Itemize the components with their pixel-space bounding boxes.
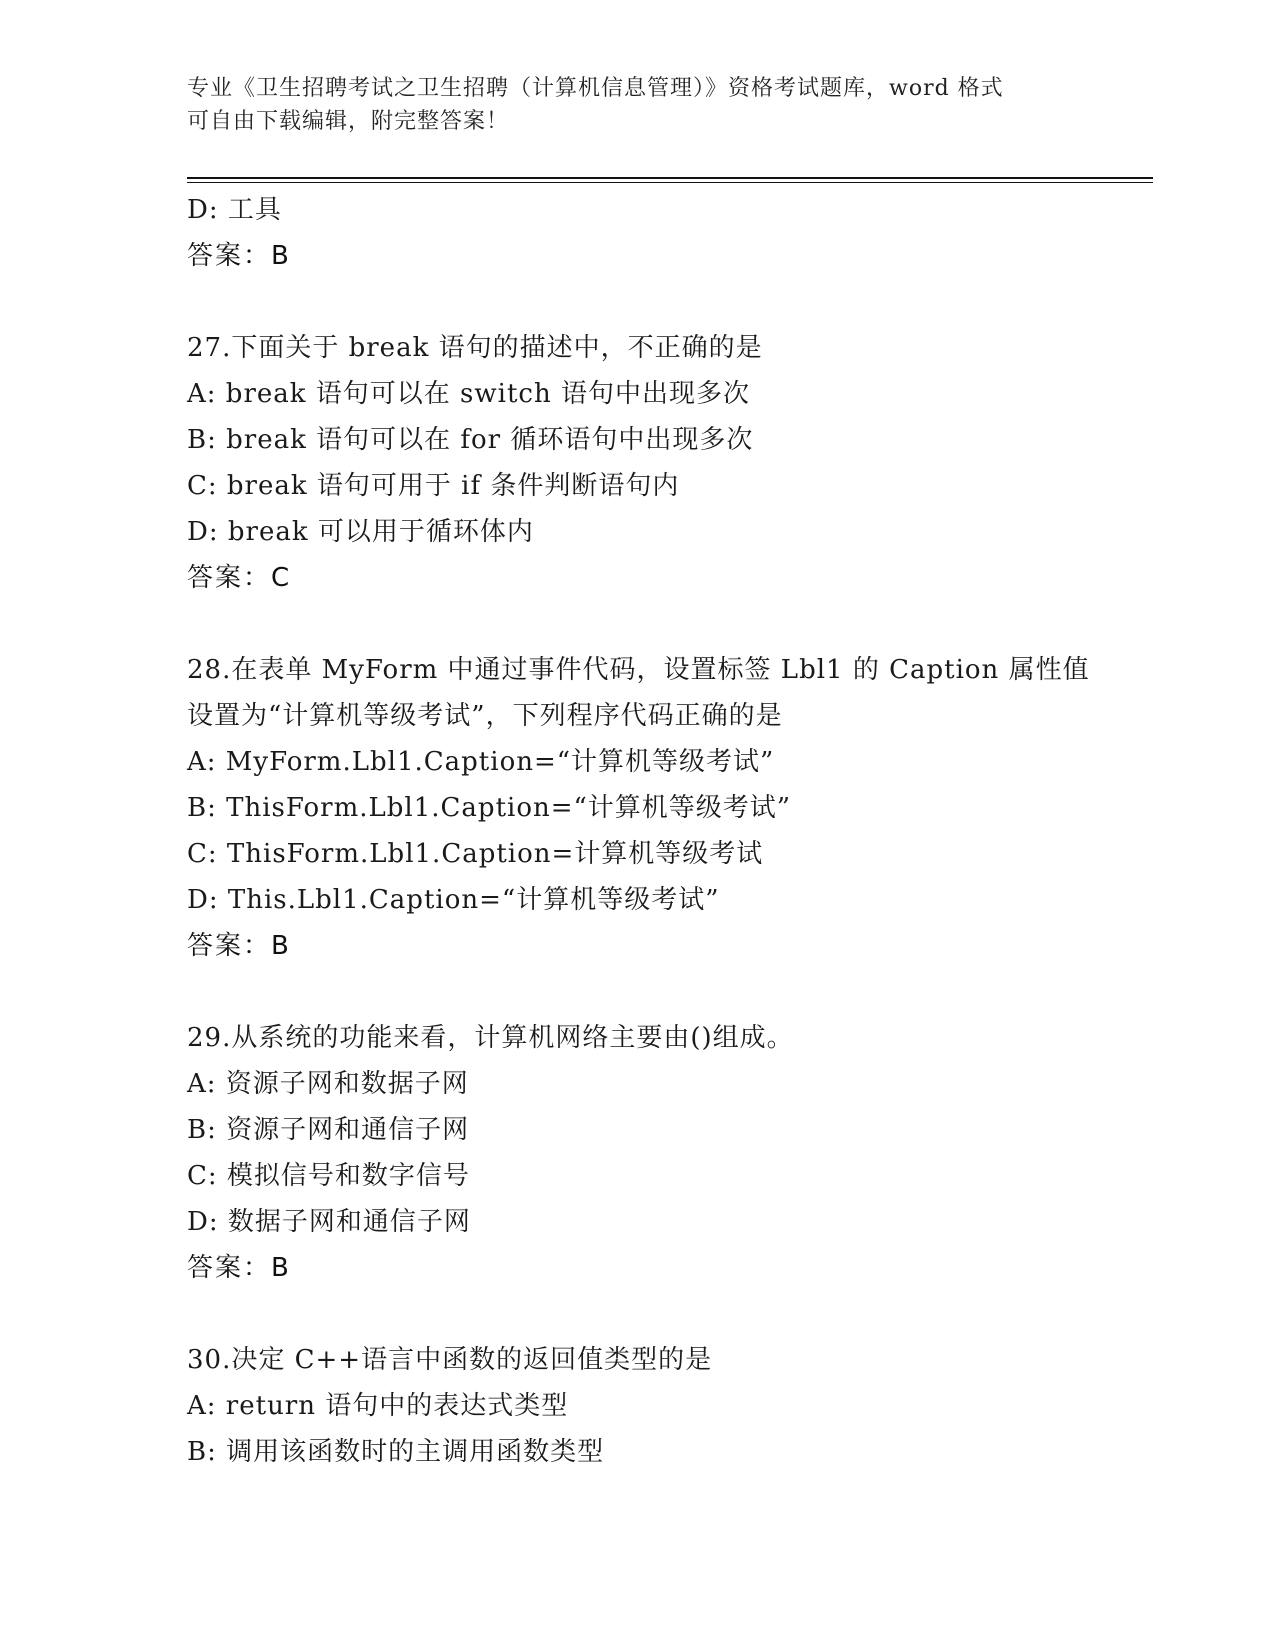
spacer	[187, 279, 1147, 325]
option-d: D: break 可以用于循环体内	[187, 517, 534, 547]
option-a: A: MyForm.Lbl1.Caption=“计算机等级考试”	[187, 747, 775, 777]
question-28	[187, 647, 1147, 969]
header-divider-thin	[187, 182, 1153, 183]
option-d: D: This.Lbl1.Caption=“计算机等级考试”	[187, 885, 720, 915]
question-stem: 29.从系统的功能来看，计算机网络主要由()组成。	[187, 1023, 794, 1053]
q26-option-d: D: 工具	[187, 195, 282, 225]
header-divider-thick	[187, 177, 1153, 179]
option-d: D: 数据子网和通信子网	[187, 1207, 471, 1237]
answer: 答案：B	[187, 1253, 291, 1283]
option-c: C: ThisForm.Lbl1.Caption=计算机等级考试	[187, 839, 764, 869]
option-c: C: 模拟信号和数字信号	[187, 1161, 470, 1191]
spacer	[187, 601, 1147, 647]
option-b: B: ThisForm.Lbl1.Caption=“计算机等级考试”	[187, 793, 792, 823]
header-title-line-2: 可自由下载编辑，附完整答案！	[187, 109, 510, 134]
question-stem: 28.在表单 MyForm 中通过事件代码，设置标签 Lbl1 的 Caption 属性值	[187, 655, 1090, 685]
question-list	[187, 187, 1147, 1475]
q26-answer: 答案：B	[187, 241, 291, 271]
option-b: B: 调用该函数时的主调用函数类型	[187, 1437, 605, 1467]
option-a: A: return 语句中的表达式类型	[187, 1391, 569, 1421]
answer: 答案：C	[187, 563, 292, 593]
spacer	[187, 1291, 1147, 1337]
option-a: A: 资源子网和数据子网	[187, 1069, 469, 1099]
option-a: A: break 语句可以在 switch 语句中出现多次	[187, 379, 750, 409]
option-b: B: 资源子网和通信子网	[187, 1115, 470, 1145]
answer: 答案：B	[187, 931, 291, 961]
question-stem: 27.下面关于 break 语句的描述中，不正确的是	[187, 333, 763, 363]
spacer	[187, 969, 1147, 1015]
option-c: C: break 语句可用于 if 条件判断语句内	[187, 471, 680, 501]
question-30	[187, 1337, 1147, 1475]
page-header	[187, 72, 1067, 138]
question-29	[187, 1015, 1147, 1291]
header-title-line-1: 专业《卫生招聘考试之卫生招聘（计算机信息管理）》资格考试题库，word 格式	[187, 76, 1004, 101]
question-stem: 30.决定 C++语言中函数的返回值类型的是	[187, 1345, 713, 1375]
option-b: B: break 语句可以在 for 循环语句中出现多次	[187, 425, 754, 455]
question-27	[187, 325, 1147, 601]
question-stem-continued: 设置为“计算机等级考试”，下列程序代码正确的是	[187, 701, 783, 731]
